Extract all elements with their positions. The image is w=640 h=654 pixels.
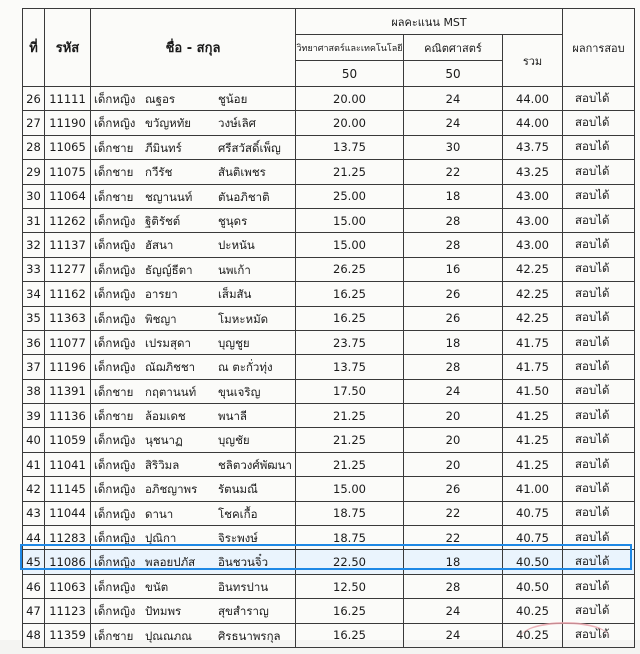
- first-name: ณัฌภิชชา: [145, 360, 196, 375]
- row-result: สอบได้: [563, 428, 635, 452]
- row-name: [91, 501, 296, 525]
- row-name: [91, 428, 296, 452]
- first-name: ปุณิกา: [145, 531, 177, 546]
- row-science-score: 13.75: [296, 135, 404, 159]
- row-total-score: 40.75: [503, 526, 563, 550]
- row-result: สอบได้: [563, 306, 635, 330]
- table-row: [23, 526, 635, 550]
- row-result: สอบได้: [563, 623, 635, 647]
- table-row: [23, 233, 635, 257]
- row-student-id: 11391: [45, 379, 91, 403]
- last-name: ปะหนัน: [218, 238, 255, 253]
- header-science: วิทยาศาสตร์และเทคโนโลยี: [296, 35, 404, 61]
- row-student-id: 11044: [45, 501, 91, 525]
- row-result: สอบได้: [563, 501, 635, 525]
- row-math-score: 20: [404, 404, 503, 428]
- table-row: [23, 452, 635, 476]
- row-science-score: 17.50: [296, 379, 404, 403]
- name-prefix: เด็กหญิง: [94, 238, 136, 253]
- row-name: [91, 452, 296, 476]
- table-row: [23, 160, 635, 184]
- row-name: [91, 599, 296, 623]
- header-result: ผลการสอบ: [563, 9, 635, 87]
- row-math-score: 28: [404, 355, 503, 379]
- row-math-score: 24: [404, 599, 503, 623]
- row-math-score: 28: [404, 574, 503, 598]
- row-result: สอบได้: [563, 330, 635, 354]
- row-total-score: 40.75: [503, 501, 563, 525]
- last-name: เส็มสัน: [218, 287, 252, 302]
- row-no: 32: [23, 233, 45, 257]
- name-prefix: เด็กหญิง: [94, 335, 136, 350]
- row-name: [91, 208, 296, 232]
- row-name: [91, 477, 296, 501]
- row-total-score: 41.75: [503, 330, 563, 354]
- row-result: สอบได้: [563, 111, 635, 135]
- last-name: อินชวนจิ๋ว: [218, 555, 269, 570]
- row-math-score: 28: [404, 208, 503, 232]
- row-no: 41: [23, 452, 45, 476]
- row-no: 46: [23, 574, 45, 598]
- row-math-score: 20: [404, 452, 503, 476]
- name-prefix: เด็กหญิง: [94, 213, 136, 228]
- last-name: บุญชูย: [218, 335, 250, 350]
- row-math-score: 20: [404, 428, 503, 452]
- row-science-score: 26.25: [296, 257, 404, 281]
- row-science-score: 15.00: [296, 208, 404, 232]
- first-name: กวีรัช: [145, 165, 173, 180]
- row-total-score: 41.25: [503, 404, 563, 428]
- stamp-mark: [520, 622, 610, 654]
- row-no: 47: [23, 599, 45, 623]
- name-prefix: เด็กหญิง: [94, 506, 136, 521]
- row-result: สอบได้: [563, 282, 635, 306]
- row-result: สอบได้: [563, 550, 635, 574]
- row-student-id: 11064: [45, 184, 91, 208]
- header-id: รหัส: [45, 9, 91, 87]
- first-name: สิริวิมล: [145, 457, 180, 472]
- name-prefix: เด็กหญิง: [94, 360, 136, 375]
- row-result: สอบได้: [563, 477, 635, 501]
- row-name: [91, 526, 296, 550]
- first-name: นุชนาฏ: [145, 433, 183, 448]
- row-no: 36: [23, 330, 45, 354]
- table-row: [23, 477, 635, 501]
- last-name: ศิรธนาพรกุล: [218, 628, 281, 643]
- header-math-max: 50: [404, 61, 503, 87]
- row-math-score: 22: [404, 501, 503, 525]
- row-math-score: 22: [404, 160, 503, 184]
- name-prefix: เด็กชาย: [94, 409, 134, 424]
- row-name: [91, 355, 296, 379]
- row-name: [91, 87, 296, 111]
- last-name: ชูนุดร: [218, 213, 248, 228]
- row-science-score: 21.25: [296, 160, 404, 184]
- row-no: 48: [23, 623, 45, 647]
- row-name: [91, 379, 296, 403]
- name-prefix: เด็กหญิง: [94, 262, 136, 277]
- first-name: พิชญา: [145, 311, 177, 326]
- first-name: ขนัต: [145, 579, 169, 594]
- row-no: 39: [23, 404, 45, 428]
- table-row: [23, 184, 635, 208]
- last-name: อินทรปาน: [218, 579, 269, 594]
- header-math: คณิตศาสตร์: [404, 35, 503, 61]
- row-science-score: 18.75: [296, 526, 404, 550]
- row-student-id: 11162: [45, 282, 91, 306]
- row-no: 42: [23, 477, 45, 501]
- first-name: ล้อมเดช: [145, 409, 186, 424]
- table-row: [23, 306, 635, 330]
- first-name: ฐิติรัชต์: [145, 213, 181, 228]
- first-name: ภีมินทร์: [145, 140, 182, 155]
- row-total-score: 41.75: [503, 355, 563, 379]
- row-name: [91, 233, 296, 257]
- row-total-score: 41.25: [503, 428, 563, 452]
- row-no: 44: [23, 526, 45, 550]
- last-name: ณ ตะกั่วทุ่ง: [218, 360, 273, 375]
- first-name: อภิชญาพร: [145, 482, 198, 497]
- row-no: 33: [23, 257, 45, 281]
- row-math-score: 24: [404, 379, 503, 403]
- row-math-score: 26: [404, 282, 503, 306]
- row-no: 34: [23, 282, 45, 306]
- last-name: บุญชัย: [218, 433, 250, 448]
- first-name: ธัญญ์ธีตา: [145, 262, 193, 277]
- table-row: [23, 355, 635, 379]
- row-math-score: 24: [404, 623, 503, 647]
- last-name: พนาลี: [218, 409, 247, 424]
- row-total-score: 42.25: [503, 257, 563, 281]
- row-science-score: 12.50: [296, 574, 404, 598]
- row-total-score: 41.00: [503, 477, 563, 501]
- row-total-score: 41.25: [503, 452, 563, 476]
- row-science-score: 21.25: [296, 452, 404, 476]
- row-result: สอบได้: [563, 257, 635, 281]
- row-name: [91, 623, 296, 647]
- row-science-score: 20.00: [296, 87, 404, 111]
- row-result: สอบได้: [563, 452, 635, 476]
- table-row: [23, 550, 635, 574]
- last-name: ศรีสวัสดิ์เพ็ญ: [218, 140, 281, 155]
- row-total-score: 41.50: [503, 379, 563, 403]
- row-student-id: 11059: [45, 428, 91, 452]
- table-row: [23, 404, 635, 428]
- row-math-score: 18: [404, 184, 503, 208]
- name-prefix: เด็กหญิง: [94, 433, 136, 448]
- table-row: [23, 379, 635, 403]
- first-name: ขวัญหทัย: [145, 116, 192, 131]
- first-name: พลอยปภัส: [145, 555, 196, 570]
- row-student-id: 11190: [45, 111, 91, 135]
- row-total-score: 44.00: [503, 111, 563, 135]
- name-prefix: เด็กหญิง: [94, 311, 136, 326]
- row-name: [91, 135, 296, 159]
- last-name: ตันอภิชาติ: [218, 189, 270, 204]
- row-name: [91, 306, 296, 330]
- row-result: สอบได้: [563, 526, 635, 550]
- first-name: กฤตานนท์: [145, 384, 197, 399]
- row-science-score: 16.25: [296, 282, 404, 306]
- last-name: ชูน้อย: [218, 92, 248, 106]
- row-student-id: 11277: [45, 257, 91, 281]
- last-name: จิระพงษ์: [218, 531, 258, 546]
- row-science-score: 22.50: [296, 550, 404, 574]
- row-science-score: 21.25: [296, 428, 404, 452]
- row-name: [91, 550, 296, 574]
- row-math-score: 26: [404, 306, 503, 330]
- row-student-id: 11063: [45, 574, 91, 598]
- row-total-score: 44.00: [503, 87, 563, 111]
- first-name: อารยา: [145, 287, 178, 302]
- row-total-score: 40.25: [503, 623, 563, 647]
- row-no: 45: [23, 550, 45, 574]
- row-science-score: 23.75: [296, 330, 404, 354]
- name-prefix: เด็กหญิง: [94, 531, 136, 546]
- last-name: โชคเกื้อ: [218, 506, 258, 521]
- score-table: [22, 8, 635, 648]
- name-prefix: เด็กชาย: [94, 189, 134, 204]
- row-science-score: 16.25: [296, 599, 404, 623]
- name-prefix: เด็กหญิง: [94, 579, 136, 594]
- header-science-max: 50: [296, 61, 404, 87]
- row-result: สอบได้: [563, 87, 635, 111]
- first-name: ปุณณภณ: [145, 628, 192, 643]
- row-no: 29: [23, 160, 45, 184]
- row-student-id: 11196: [45, 355, 91, 379]
- row-student-id: 11136: [45, 404, 91, 428]
- row-student-id: 11041: [45, 452, 91, 476]
- row-student-id: 11363: [45, 306, 91, 330]
- row-no: 31: [23, 208, 45, 232]
- row-name: [91, 111, 296, 135]
- last-name: วงษ์เลิศ: [218, 116, 256, 131]
- row-student-id: 11145: [45, 477, 91, 501]
- name-prefix: เด็กหญิง: [94, 92, 136, 106]
- first-name: ฮัสนา: [145, 238, 174, 253]
- table-row: [23, 501, 635, 525]
- row-result: สอบได้: [563, 233, 635, 257]
- name-prefix: เด็กชาย: [94, 165, 134, 180]
- row-no: 30: [23, 184, 45, 208]
- row-student-id: 11065: [45, 135, 91, 159]
- row-math-score: 18: [404, 330, 503, 354]
- name-prefix: เด็กหญิง: [94, 457, 136, 472]
- header-score-group: ผลคะแนน MST: [296, 9, 563, 35]
- row-student-id: 11111: [45, 87, 91, 111]
- name-prefix: เด็กหญิง: [94, 604, 136, 619]
- row-math-score: 26: [404, 477, 503, 501]
- table-row: [23, 135, 635, 159]
- row-student-id: 11086: [45, 550, 91, 574]
- name-prefix: เด็กหญิง: [94, 287, 136, 302]
- row-science-score: 13.75: [296, 355, 404, 379]
- row-name: [91, 330, 296, 354]
- row-no: 40: [23, 428, 45, 452]
- row-result: สอบได้: [563, 574, 635, 598]
- row-math-score: 16: [404, 257, 503, 281]
- row-result: สอบได้: [563, 160, 635, 184]
- row-result: สอบได้: [563, 184, 635, 208]
- row-no: 37: [23, 355, 45, 379]
- row-total-score: 40.50: [503, 550, 563, 574]
- row-result: สอบได้: [563, 355, 635, 379]
- row-science-score: 16.25: [296, 623, 404, 647]
- row-name: [91, 257, 296, 281]
- row-name: [91, 282, 296, 306]
- row-result: สอบได้: [563, 599, 635, 623]
- row-total-score: 43.25: [503, 160, 563, 184]
- last-name: สันติเพชร: [218, 165, 266, 180]
- first-name: ดานา: [145, 506, 174, 521]
- last-name: รัตนมณี: [218, 482, 258, 497]
- table-row: [23, 428, 635, 452]
- table-row: [23, 330, 635, 354]
- row-result: สอบได้: [563, 379, 635, 403]
- last-name: สุขสำราญ: [218, 604, 269, 619]
- row-result: สอบได้: [563, 404, 635, 428]
- table-row: [23, 282, 635, 306]
- row-total-score: 43.00: [503, 233, 563, 257]
- row-student-id: 11137: [45, 233, 91, 257]
- row-total-score: 40.25: [503, 599, 563, 623]
- row-student-id: 11283: [45, 526, 91, 550]
- row-science-score: 15.00: [296, 477, 404, 501]
- header-name: ชื่อ - สกุล: [91, 9, 296, 87]
- row-name: [91, 160, 296, 184]
- table-row: [23, 208, 635, 232]
- row-science-score: 25.00: [296, 184, 404, 208]
- name-prefix: เด็กหญิง: [94, 555, 136, 570]
- name-prefix: เด็กหญิง: [94, 116, 136, 131]
- name-prefix: เด็กชาย: [94, 384, 134, 399]
- row-name: [91, 184, 296, 208]
- name-prefix: เด็กหญิง: [94, 482, 136, 497]
- row-no: 38: [23, 379, 45, 403]
- row-no: 26: [23, 87, 45, 111]
- table-row: [23, 87, 635, 111]
- row-name: [91, 404, 296, 428]
- first-name: ชญานนท์: [145, 189, 193, 204]
- row-student-id: 11075: [45, 160, 91, 184]
- first-name: ปัทมพร: [145, 604, 182, 619]
- table-row: [23, 599, 635, 623]
- last-name: โมหะหมัด: [218, 311, 269, 326]
- row-no: 43: [23, 501, 45, 525]
- row-math-score: 22: [404, 526, 503, 550]
- row-math-score: 24: [404, 87, 503, 111]
- row-total-score: 43.00: [503, 208, 563, 232]
- table-row: [23, 574, 635, 598]
- name-prefix: เด็กชาย: [94, 140, 134, 155]
- row-result: สอบได้: [563, 208, 635, 232]
- first-name: ณฐอร: [145, 92, 176, 106]
- row-total-score: 43.00: [503, 184, 563, 208]
- name-prefix: เด็กชาย: [94, 628, 134, 643]
- row-math-score: 18: [404, 550, 503, 574]
- row-student-id: 11262: [45, 208, 91, 232]
- row-math-score: 28: [404, 233, 503, 257]
- row-student-id: 11123: [45, 599, 91, 623]
- header-total: รวม: [503, 35, 563, 87]
- row-no: 28: [23, 135, 45, 159]
- row-total-score: 43.75: [503, 135, 563, 159]
- row-science-score: 21.25: [296, 404, 404, 428]
- row-no: 27: [23, 111, 45, 135]
- row-total-score: 42.25: [503, 306, 563, 330]
- row-student-id: 11077: [45, 330, 91, 354]
- row-result: สอบได้: [563, 135, 635, 159]
- last-name: ขุนเจริญ: [218, 384, 261, 399]
- row-science-score: 16.25: [296, 306, 404, 330]
- row-student-id: 11359: [45, 623, 91, 647]
- header-no: ที่: [23, 9, 45, 87]
- row-science-score: 15.00: [296, 233, 404, 257]
- row-math-score: 24: [404, 111, 503, 135]
- table-body: [23, 87, 635, 648]
- last-name: นพเก้า: [218, 262, 251, 277]
- last-name: ชลิตวงศ์พัฒนา: [218, 457, 292, 472]
- table-row: [23, 111, 635, 135]
- row-name: [91, 574, 296, 598]
- row-science-score: 18.75: [296, 501, 404, 525]
- row-no: 35: [23, 306, 45, 330]
- table-row: [23, 257, 635, 281]
- row-total-score: 42.25: [503, 282, 563, 306]
- first-name: เปรมสุดา: [145, 335, 191, 350]
- row-math-score: 30: [404, 135, 503, 159]
- row-science-score: 20.00: [296, 111, 404, 135]
- row-total-score: 40.50: [503, 574, 563, 598]
